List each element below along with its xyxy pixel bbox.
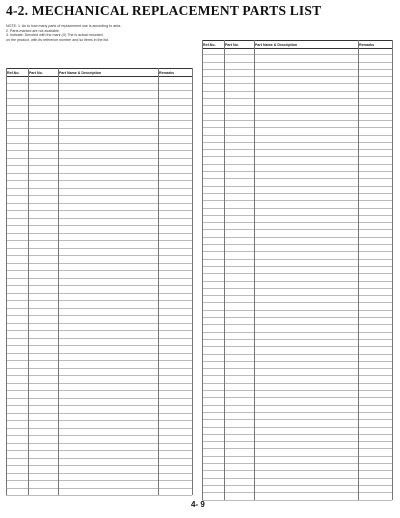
col-desc-header: Part Name & Description <box>255 42 298 47</box>
column-divider <box>58 68 59 495</box>
col-part-header: Part No. <box>225 42 239 47</box>
page-title: 4-2. MECHANICAL REPLACEMENT PARTS LIST <box>6 3 322 18</box>
column-divider <box>224 40 225 500</box>
column-divider <box>392 40 393 500</box>
col-ref-header: Ref.No. <box>203 42 216 47</box>
col-remarks-header: Remarks <box>359 42 375 47</box>
parts-table-left <box>6 68 192 500</box>
table-row <box>6 488 192 497</box>
col-desc-header: Part Name & Description <box>59 70 102 75</box>
col-remarks-header: Remarks <box>159 70 175 75</box>
note-line: 3. Indicate: Denoted with the mark (X) The is actual mounted <box>6 33 103 38</box>
page-number: 4- 9 <box>191 500 205 509</box>
column-divider <box>358 40 359 500</box>
column-divider <box>28 68 29 495</box>
col-ref-header: Ref.No. <box>7 70 20 75</box>
note-line: 2. Parts marked are not available. <box>6 28 60 33</box>
column-divider <box>202 40 203 500</box>
note-line: on the product, with its reference number and so items in the list. <box>6 37 109 42</box>
notes-block <box>6 24 192 42</box>
table-row <box>202 492 392 500</box>
column-divider <box>192 68 193 495</box>
col-part-header: Part No. <box>29 70 43 75</box>
parts-table-right <box>202 40 392 500</box>
column-divider <box>158 68 159 495</box>
column-divider <box>6 68 7 495</box>
column-divider <box>254 40 255 500</box>
note-line: NOTE: 1. As to how many parts of replacement use is according to area. <box>6 24 122 28</box>
